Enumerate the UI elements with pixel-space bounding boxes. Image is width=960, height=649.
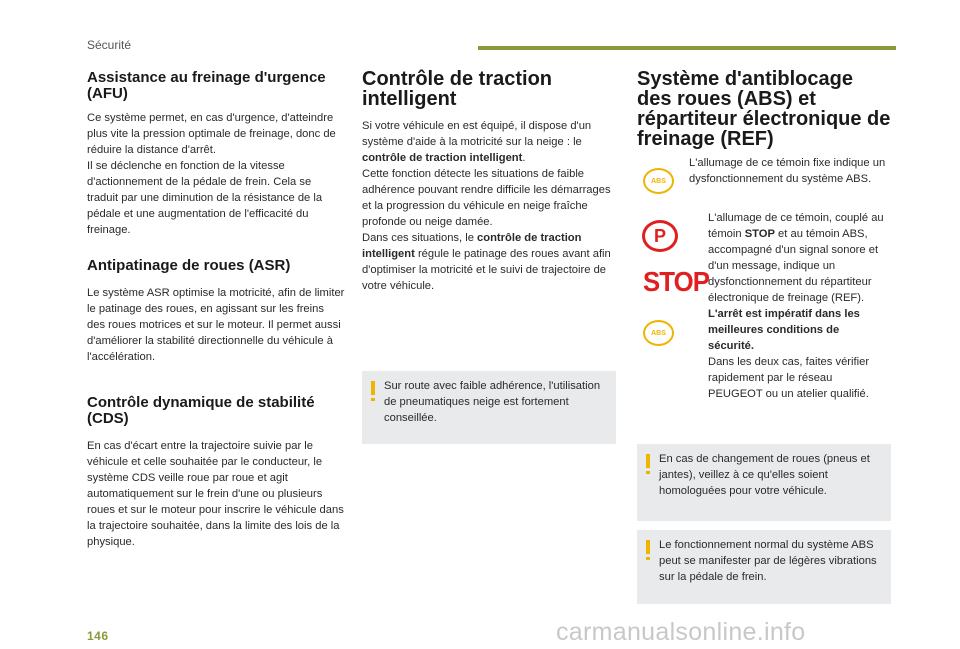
column-1	[87, 70, 345, 238]
ref-description: L'allumage de ce témoin, couplé au témoin STOP et au témoin ABS, accompagné d'un signal sonore et d'un message, indique un dysfonctionnement du répartiteur électronique de freinage (REF).	[708, 212, 884, 304]
traction-intro: Si votre véhicule en est équipé, il dispose d'un système d'aide à la motricité sur la neige : le contrôle de traction intelligent.	[362, 120, 592, 164]
afu-text: Ce système permet, en cas d'urgence, d'atteindre plus vite la pression optimale de freinage, donc de réduire la distance d'arrêt. Il se déclenche en fonction de la vitesse d'actionnement de la pédale de frein. Cela se traduit par une diminution de la résistance de la pédale et une augmentation de l'efficacité du freinage.	[87, 112, 336, 236]
column-2	[362, 69, 614, 294]
asr-heading: Antipatinage de roues (ASR)	[87, 257, 291, 274]
note-text: En cas de changement de roues (pneus et jantes), veillez à ce qu'elles soient homologuées pour votre véhicule.	[659, 453, 870, 497]
section-rule	[478, 46, 896, 50]
page-number: 146	[87, 629, 109, 643]
abs-warning-icon-2: ABS	[643, 320, 674, 346]
afu-heading: Assistance au freinage d'urgence (AFU)	[87, 69, 326, 102]
snow-tyre-note	[362, 371, 616, 444]
cds-heading: Contrôle dynamique de stabilité (CDS)	[87, 394, 315, 427]
stop-imperative: L'arrêt est impératif dans les meilleures conditions de sécurité.	[708, 308, 860, 352]
asr-text: Le système ASR optimise la motricité, afin de limiter le patinage des roues, en agissant sur les freins des roues motrices et sur le moteur. Il permet aussi d'améliorer la stabilité directionnelle du véhicule à l'accélération.	[87, 287, 345, 363]
info-icon	[646, 454, 650, 468]
check-advice: Dans les deux cas, faites vérifier rapidement par le réseau PEUGEOT ou un atelier qualifié.	[708, 356, 870, 400]
cds-text: En cas d'écart entre la trajectoire suivie par le véhicule et celle souhaitée par le conducteur, le système CDS veille roue par roue et agit automatiquement sur le frein d'une ou plusieurs roues et sur le moteur pour inscrire le véhicule dans la trajectoire souhaitée, dans la limite des lois de la physique.	[87, 440, 344, 548]
note-text: Sur route avec faible adhérence, l'utilisation de pneumatiques neige est fortement conseillée.	[384, 380, 601, 424]
traction-regulation: Dans ces situations, le contrôle de traction intelligent régule le patinage des roues avant afin d'optimiser la motricité et le suivi de trajectoire de votre véhicule.	[362, 232, 611, 292]
abs-warning-text: L'allumage de ce témoin fixe indique un dysfonctionnement du système ABS.	[689, 157, 886, 185]
abs-heading-block	[637, 69, 892, 149]
info-icon	[646, 540, 650, 554]
ref-warning-text	[708, 210, 888, 402]
abs-vibration-note	[637, 530, 891, 604]
stop-warning-icon: STOP	[643, 266, 709, 297]
asr-block	[87, 258, 345, 365]
abs-warning-icon: ABS	[643, 168, 674, 194]
watermark: carmanualsonline.info	[556, 618, 806, 646]
note-text: Le fonctionnement normal du système ABS peut se manifester par de légères vibrations sur la pédale de frein.	[659, 539, 877, 583]
parking-brake-icon: P	[642, 220, 678, 252]
wheel-change-note	[637, 444, 891, 521]
cds-block	[87, 395, 347, 550]
info-icon	[371, 381, 375, 395]
section-label: Sécurité	[87, 38, 132, 52]
traction-heading: Contrôle de traction intelligent	[362, 68, 553, 110]
traction-detect: Cette fonction détecte les situations de faible adhérence pouvant rendre difficile les démarrages et la progression du véhicule en neige fraîche profonde ou neige damée.	[362, 168, 611, 228]
abs-heading: Système d'antiblocage des roues (ABS) et répartiteur électronique de freinage (REF)	[637, 68, 891, 150]
